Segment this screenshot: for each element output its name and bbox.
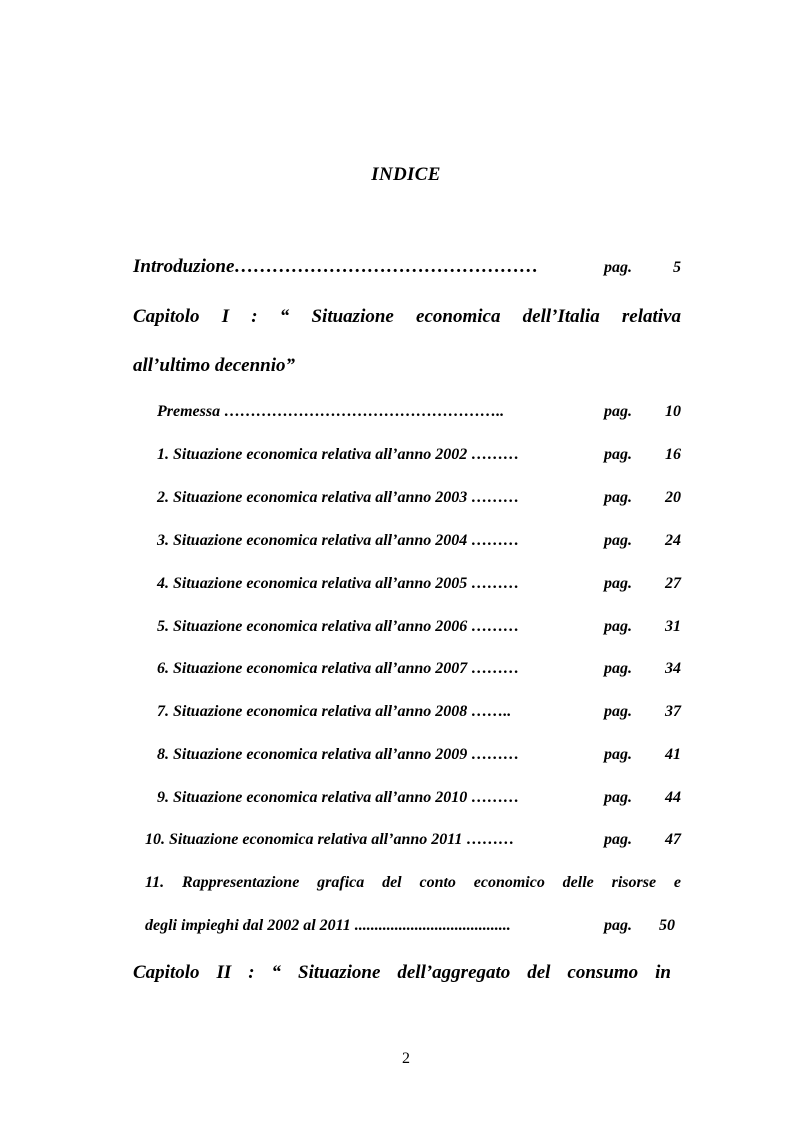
toc-entry-10-text: 10. Situazione economica relativa all’anno 2011 ……… [145,831,515,848]
toc-entry-3-num: 24 [665,532,681,549]
toc-capitolo2-line1: Capitolo II : “ Situazione dell’aggregato del consumo in [133,962,671,983]
toc-entry-11-num: 50 [659,917,675,934]
toc-entry-5-num: 31 [665,618,681,635]
toc-entry-1-text: 1. Situazione economica relativa all’anno 2002 ……… [157,446,520,463]
toc-entry-8-num: 41 [665,746,681,763]
index-title: INDICE [371,164,441,185]
toc-entry-7-num: 37 [665,703,681,720]
toc-entry-5-pag: pag. [604,618,632,635]
toc-entry-6-text: 6. Situazione economica relativa all’anno 2007 ……… [157,660,520,677]
toc-entry-9-text: 9. Situazione economica relativa all’anno 2010 ……… [157,789,520,806]
toc-entry-premessa-pag: pag. [604,403,632,420]
toc-entry-10-num: 47 [665,831,681,848]
toc-entry-premessa-text: Premessa …………………………………………….. [157,403,505,420]
toc-entry-3-pag: pag. [604,532,632,549]
toc-introduzione-pag: pag. [604,259,632,276]
toc-entry-4-num: 27 [665,575,681,592]
toc-introduzione-num: 5 [673,259,681,276]
toc-entry-8-text: 8. Situazione economica relativa all’anno 2009 ……… [157,746,520,763]
toc-entry-4-pag: pag. [604,575,632,592]
toc-entry-1-pag: pag. [604,446,632,463]
toc-introduzione-text: Introduzione………………………………………… [133,256,539,277]
toc-entry-7-text: 7. Situazione economica relativa all’anno 2008 …….. [157,703,512,720]
toc-entry-9-num: 44 [665,789,681,806]
toc-entry-11-line2: degli impieghi dal 2002 al 2011 ....................................... [145,917,511,934]
toc-entry-2-pag: pag. [604,489,632,506]
toc-entry-8-pag: pag. [604,746,632,763]
toc-entry-10-pag: pag. [604,831,632,848]
page-number: 2 [402,1050,410,1067]
toc-entry-11-pag: pag. [604,917,632,934]
toc-entry-9-pag: pag. [604,789,632,806]
toc-entry-5-text: 5. Situazione economica relativa all’anno 2006 ……… [157,618,520,635]
toc-capitolo1-line1: Capitolo I : “ Situazione economica dell’Italia relativa [133,306,681,327]
toc-entry-11-line1: 11. Rappresentazione grafica del conto economico delle risorse e [145,874,681,891]
toc-entry-1-num: 16 [665,446,681,463]
toc-entry-6-num: 34 [665,660,681,677]
toc-entry-2-num: 20 [665,489,681,506]
toc-entry-3-text: 3. Situazione economica relativa all’anno 2004 ……… [157,532,520,549]
toc-entry-4-text: 4. Situazione economica relativa all’anno 2005 ……… [157,575,520,592]
toc-entry-7-pag: pag. [604,703,632,720]
toc-entry-6-pag: pag. [604,660,632,677]
toc-capitolo1-line2: all’ultimo decennio” [133,355,296,376]
toc-entry-2-text: 2. Situazione economica relativa all’anno 2003 ……… [157,489,520,506]
toc-entry-premessa-num: 10 [665,403,681,420]
